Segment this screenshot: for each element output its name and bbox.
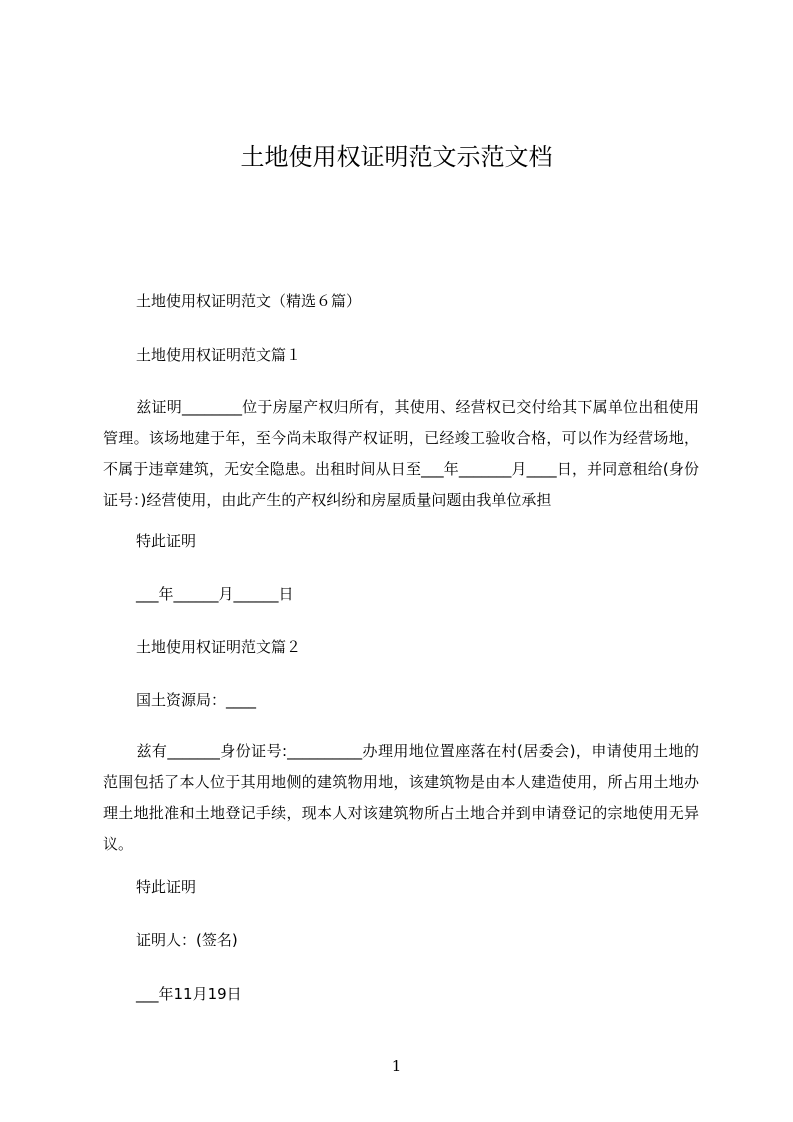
section-1-body xyxy=(103,392,699,516)
section-2-signer: 证明人：(签名) xyxy=(136,931,238,949)
document-subtitle: 土地使用权证明范文（精选６篇） xyxy=(136,292,362,310)
section-1-closing: 特此证明 xyxy=(136,532,197,550)
section-1-date: ___年______月______日 xyxy=(136,585,294,603)
section-2-addressee: 国土资源局：____ xyxy=(136,691,257,709)
page-number: 1 xyxy=(391,1057,402,1075)
section-1-body-text: 兹证明________位于房屋产权归所有，其使用、经营权已交付给其下属单位出租使用管理。该场地建于年，至今尚未取得产权证明，已经竣工验收合格，可以作为经营场地，不属于违章建筑，无安全隐患。出租时间从日至___年_______月____日，并同意租给(身份证号：)经营使用，由此产生的产权纠纷和房屋质量问题由我单位承担 xyxy=(103,398,699,509)
section-2-closing: 特此证明 xyxy=(136,878,197,896)
document-title: 土地使用权证明范文示范文档 xyxy=(240,143,553,171)
section-2-date: ___年11月19日 xyxy=(136,985,242,1003)
section-2-body-text: 兹有_______身份证号:__________办理用地位置座落在村(居委会)，申请使用土地的范围包括了本人位于其用地侧的建筑物用地，该建筑物是由本人建造使用，所占用土地办理土地批准和土地登记手续，现本人对该建筑物所占土地合并到申请登记的宗地使用无异议。 xyxy=(103,742,699,853)
section-2-body xyxy=(103,736,699,860)
section-1-heading: 土地使用权证明范文篇１ xyxy=(136,346,302,364)
section-2-heading: 土地使用权证明范文篇２ xyxy=(136,638,302,656)
